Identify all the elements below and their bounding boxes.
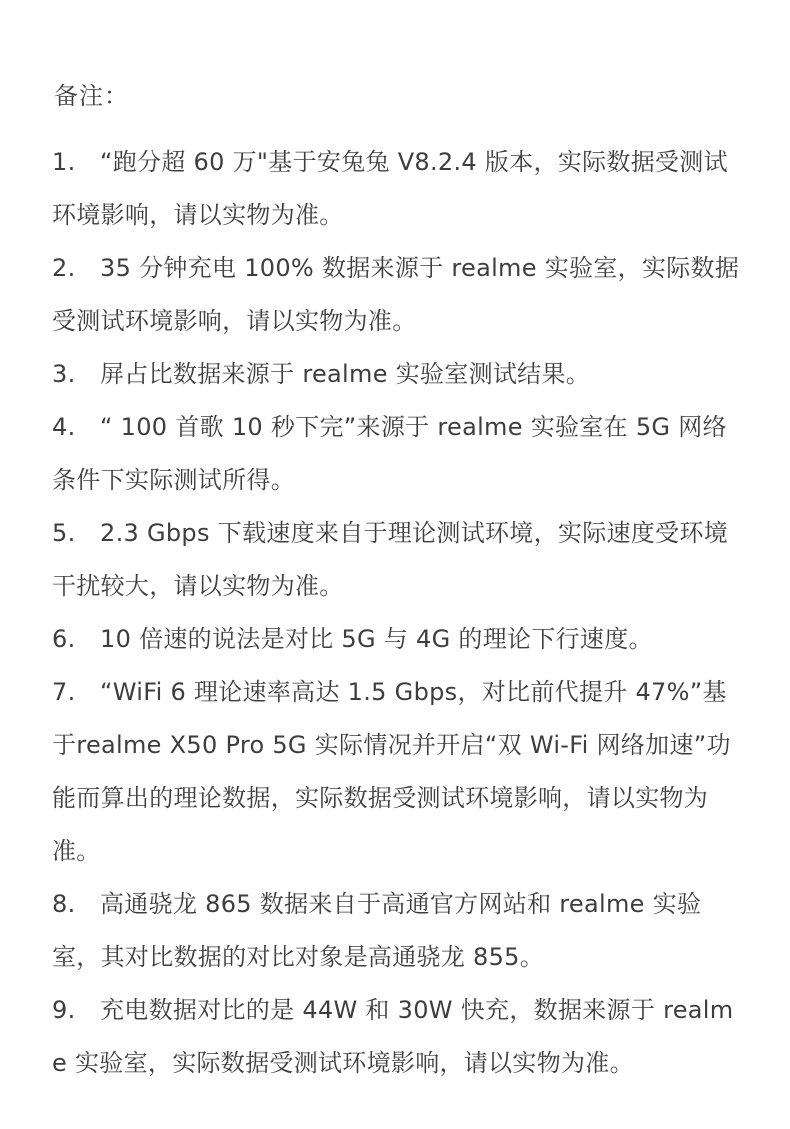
- note-number: 9.: [52, 996, 76, 1024]
- note-item: [52, 613, 742, 666]
- note-number: 7.: [52, 678, 76, 706]
- note-text: 充电数据对比的是 44W 和 30W 快充，数据来源于 realme 实验室，实际数据受测试环境影响，请以实物为准。: [52, 996, 734, 1077]
- note-text: “WiFi 6 理论速率高达 1.5 Gbps，对比前代提升 47%”基于realme X50 Pro 5G 实际情况并开启“双 Wi-Fi 网络加速”功能而算出的理论数据，实际数据受测试环境影响，请以实物为准。: [52, 678, 731, 865]
- note-item: [52, 666, 742, 878]
- note-text: “ 100 首歌 10 秒下完”来源于 realme 实验室在 5G 网络条件下实际测试所得。: [52, 413, 727, 494]
- note-text: 高通骁龙 865 数据来自于高通官方网站和 realme 实验室，其对比数据的对比对象是高通骁龙 855。: [52, 890, 702, 971]
- note-number: 1.: [52, 148, 76, 176]
- note-number: 8.: [52, 890, 76, 918]
- note-item: [52, 984, 742, 1090]
- note-text: 35 分钟充电 100% 数据来源于 realme 实验室，实际数据受测试环境影响，请以实物为准。: [52, 254, 740, 335]
- note-text: 屏占比数据来源于 realme 实验室测试结果。: [100, 360, 591, 388]
- note-item: [52, 401, 742, 507]
- note-number: 5.: [52, 519, 76, 547]
- note-item: [52, 242, 742, 348]
- note-list: [52, 136, 742, 1090]
- note-item: [52, 878, 742, 984]
- note-item: [52, 348, 742, 401]
- note-text: 10 倍速的说法是对比 5G 与 4G 的理论下行速度。: [100, 625, 653, 653]
- notes-title: 备注：: [54, 82, 129, 110]
- note-text: 2.3 Gbps 下载速度来自于理论测试环境，实际速度受环境干扰较大，请以实物为准。: [52, 519, 728, 600]
- note-number: 6.: [52, 625, 76, 653]
- note-item: [52, 507, 742, 613]
- note-number: 3.: [52, 360, 76, 388]
- note-text: “跑分超 60 万"基于安兔兔 V8.2.4 版本，实际数据受测试环境影响，请以实物为准。: [52, 148, 728, 229]
- note-number: 4.: [52, 413, 76, 441]
- note-number: 2.: [52, 254, 76, 282]
- note-item: [52, 136, 742, 242]
